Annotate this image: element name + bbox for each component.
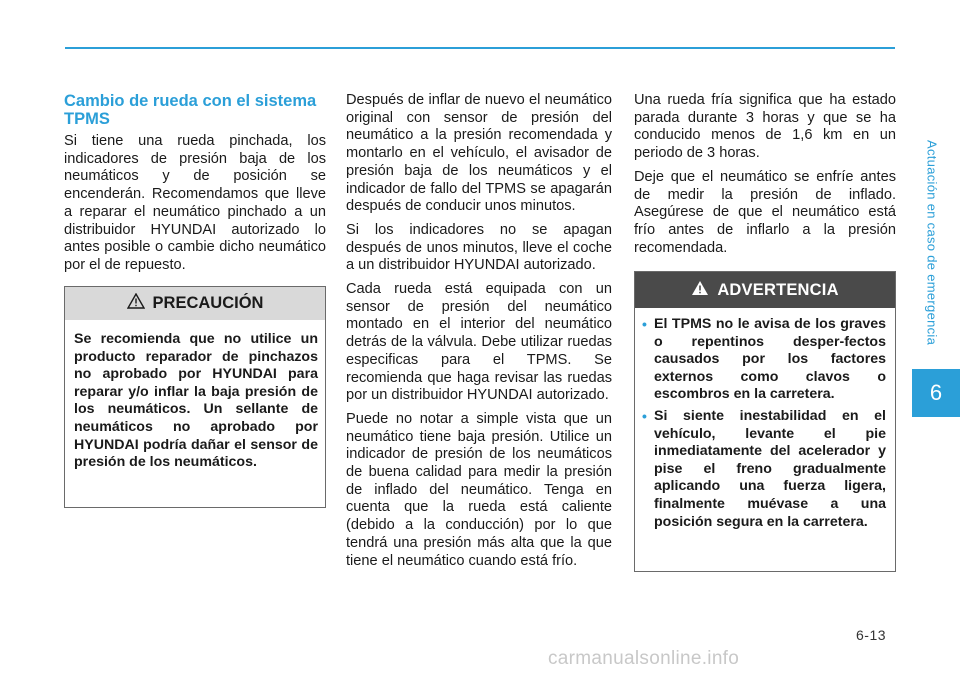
chapter-number-tab: 6 [912,369,960,417]
precaution-box [64,286,326,508]
warning-triangle-icon [127,293,145,314]
paragraph: Cada rueda está equipada con un sensor de presión del neumático montado en el interior del neumático detrás de la válvula. Debe utilizar ruedas especificas para el TPMS. Se recomienda que haga revisar las ruedas por un distribuidor HYUNDAI autorizado. [346,281,612,404]
warning-box [634,271,896,572]
page-number: 6-13 [856,627,887,643]
column-2 [346,92,612,576]
column-1 [64,92,326,281]
bullet-icon: • [642,407,647,424]
bullet-icon: • [642,316,647,332]
intro-paragraph: Si tiene una rueda pinchada, los indicadores de presión baja de los neumáticos y de posición se encenderán. Recomendamos que lleve a reparar el neumático pinchado a un distribuidor HYUNDAI autorizado lo antes posible o cambie dicho neumático por el de repuesto. [64,133,326,273]
warning-body [635,308,895,531]
precaution-heading: PRECAUCIÓN [152,294,264,312]
section-title: Cambio de rueda con el sistema TPMS [64,92,317,128]
warning-triangle-icon [691,280,709,301]
warning-heading: ADVERTENCIA [717,280,839,299]
paragraph: Puede no notar a simple vista que un neumático tiene baja presión. Utilice un indicador de presión de los neumáticos de buena calidad para medir la presión de inflado del neumático. Tenga en cuenta que la rueda está caliente (debido a la conducción) por lo que tendrá una presión más alta que la que tiene el neumático cuando está frío. [346,410,612,569]
list-item [642,408,886,531]
column-3 [634,92,896,263]
paragraph: Una rueda fría significa que ha estado parada durante 3 horas y que se ha conducido menos de 1,6 km en un periodo de 3 horas. [634,92,896,162]
paragraph: Deje que el neumático se enfríe antes de medir la presión de inflado. Asegúrese de que el neumático está frío antes de inflarlo a la presión recomendada. [634,168,896,256]
header-rule [65,47,895,49]
list-item [642,316,886,404]
precaution-header [65,287,325,320]
paragraph: Si los indicadores no se apagan después de unos minutos, lleve el coche a un distribuidor HYUNDAI autorizado. [346,221,612,274]
chapter-title: Actuación en caso de emergencia [924,140,940,346]
warning-header [635,272,895,308]
paragraph: Después de inflar de nuevo el neumático original con sensor de presión del neumático a la presión recomendada y montarlo en el vehículo, el avisador de presión baja de los neumáticos y el indicador de fallo del TPMS se apagarán después de conducir unos minutos. [346,92,612,215]
warning-item-text: Si siente inestabilidad en el vehículo, levante el pie inmediatamente del acelerador y pise el freno gradualmente aplicando una fuerza ligera, finalmente muévase a una posición segura en la carretera. [654,407,886,530]
warning-item-text: El TPMS no le avisa de los graves o repentinos desper-fectos causados por los factores externos como clavos o escombros en la carretera. [654,316,886,403]
precaution-body: Se recomienda que no utilice un producto reparador de pinchazos no aprobado por HYUNDAI para reparar y/o inflar la baja presión de los neumáticos. Un sellante de neumáticos no aprobado por HYUNDAI podría dañar el sensor de presión de los neumáticos. [74,331,318,471]
watermark: carmanualsonline.info [548,648,740,669]
